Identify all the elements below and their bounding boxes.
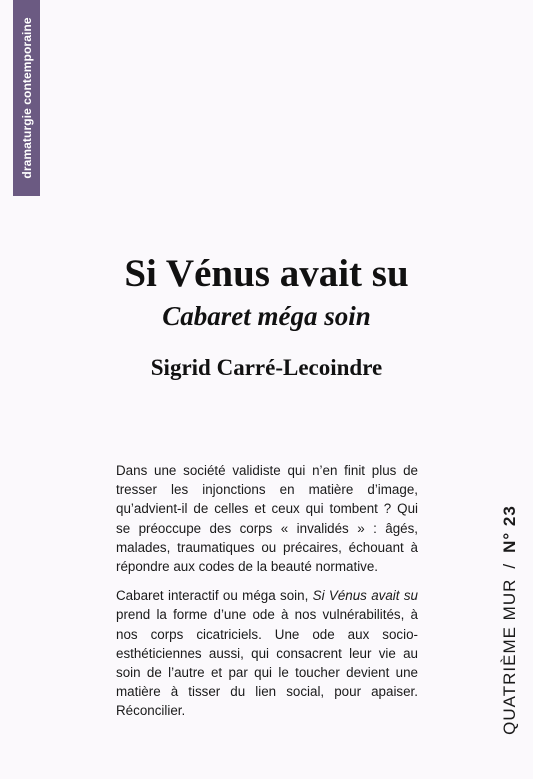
series-spine-text	[500, 505, 520, 735]
summary-paragraph-2-start: Cabaret interactif ou méga soin,	[116, 588, 313, 604]
series-spine-label	[496, 482, 524, 757]
series-separator: /	[500, 562, 519, 569]
summary-paragraph-1: Dans une société validiste qui n’en finit plus de tresser les injonctions en matière d’image, qu’advient-il de celles et ceux qui tombent ? Qui se préoccupe des corps « invalidés » : âgés, malades, traumatiques ou précaires, échouant à répondre aux codes de la beauté normative.	[116, 463, 418, 575]
series-number: N° 23	[500, 504, 519, 553]
collection-tab	[13, 0, 40, 196]
title-block	[0, 252, 533, 383]
summary-paragraph-2-end: prend la forme d’une ode à nos vulnérabilités, à nos corps cicatriciels. Une ode aux socio-esthéticiennes aussi, qui consacrent leur vie au soin de l’autre et par qui le toucher devient une matière à tisser du lien social, pour apaiser. Réconcilier.	[116, 607, 418, 719]
back-cover-summary	[116, 461, 418, 731]
book-subtitle: Cabaret méga soin	[162, 301, 371, 331]
series-name: QUATRIÈME MUR	[500, 578, 519, 735]
collection-label: dramaturgie contemporaine	[19, 17, 34, 179]
book-author: Sigrid Carré-Lecoindre	[150, 355, 383, 380]
summary-paragraph-2	[116, 586, 418, 720]
book-title: Si Vénus avait su	[124, 252, 409, 295]
summary-inline-title: Si Vénus avait su	[312, 588, 418, 604]
